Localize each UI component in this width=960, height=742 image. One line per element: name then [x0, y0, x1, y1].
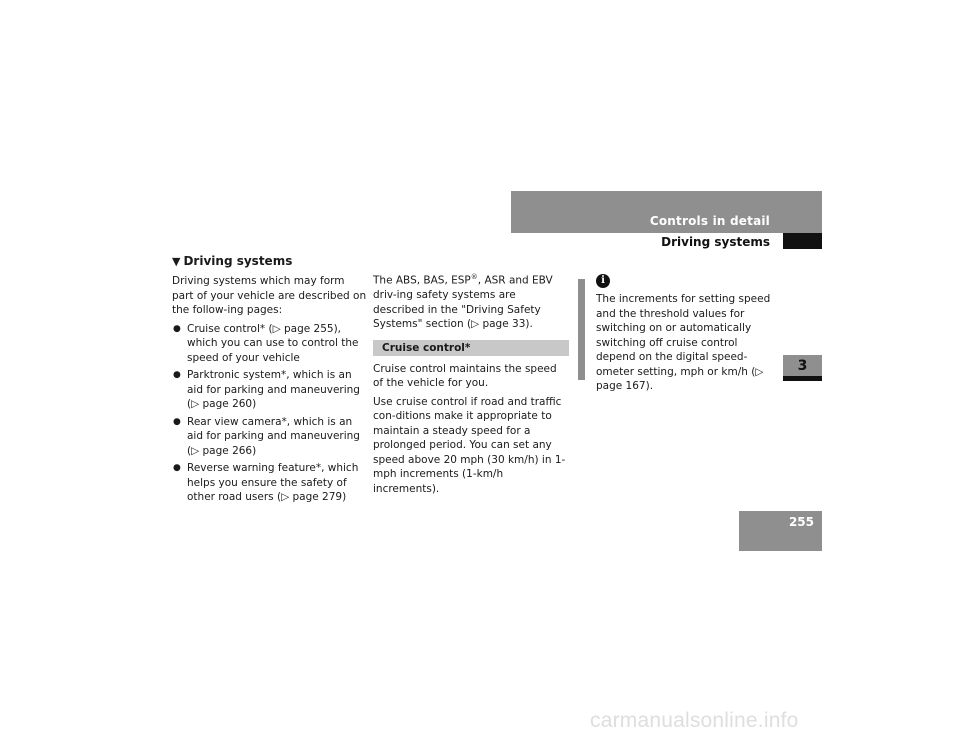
- list-item: ● Cruise control* (▷ page 255), which you can use to control the speed of your vehicle: [173, 322, 359, 364]
- intro-paragraph: Driving systems which may form part of your vehicle are described on the follow-ing pages:: [172, 275, 367, 316]
- registered-mark: ®: [470, 273, 478, 281]
- info-note: [596, 274, 774, 398]
- middle-column: [373, 270, 569, 500]
- section-title-header: Driving systems: [661, 235, 770, 249]
- left-column: [172, 253, 367, 508]
- systems-list: [172, 322, 367, 505]
- bullet-icon: ●: [173, 416, 181, 427]
- cruise-control-paragraph-2: Use cruise control if road and traffic con-ditions make it appropriate to maintain a steady speed for a prolonged period. You can set any speed above 20 mph (30 km/h) in 1-mph increments (1-km/h increments).: [373, 395, 566, 495]
- cruise-control-subheading: Cruise control*: [373, 340, 569, 356]
- list-item: ● Rear view camera*, which is an aid for parking and maneuvering (▷ page 266): [173, 415, 360, 457]
- bullet-icon: ●: [173, 370, 181, 380]
- page-number: 255: [788, 515, 814, 529]
- note-side-bar: [578, 279, 585, 380]
- bullet-icon: ●: [173, 323, 181, 334]
- list-item: ● Parktronic system*, which is an aid for parking and maneuvering (▷ page 260): [173, 369, 360, 410]
- section-marker-block: [783, 233, 822, 249]
- safety-systems-paragraph: The ABS, BAS, ESP®, ASR and EBV driv-ing safety systems are described in the "Driving Safety Systems" section (▷ page 33).: [373, 273, 553, 330]
- triangle-down-icon: ▼: [172, 255, 181, 268]
- watermark: carmanualsonline.info: [590, 709, 799, 732]
- chapter-title: Controls in detail: [649, 214, 770, 228]
- chapter-tab-underline: [783, 376, 822, 381]
- section-heading-text: Driving systems: [183, 254, 293, 268]
- cruise-control-paragraph-1: Cruise control maintains the speed of the vehicle for you.: [373, 362, 557, 389]
- list-item: ● Reverse warning feature*, which helps you ensure the safety of other road users (▷ page 279): [173, 462, 359, 503]
- info-icon: i: [596, 274, 610, 288]
- bullet-icon: ●: [173, 463, 181, 473]
- info-note-text: The increments for setting speed and the threshold values for switching on or automatically switching off cruise control depend on the digital speed-ometer setting, mph or km/h (▷ page 167).: [596, 293, 771, 392]
- section-heading: [172, 253, 367, 270]
- chapter-number: 3: [797, 358, 808, 374]
